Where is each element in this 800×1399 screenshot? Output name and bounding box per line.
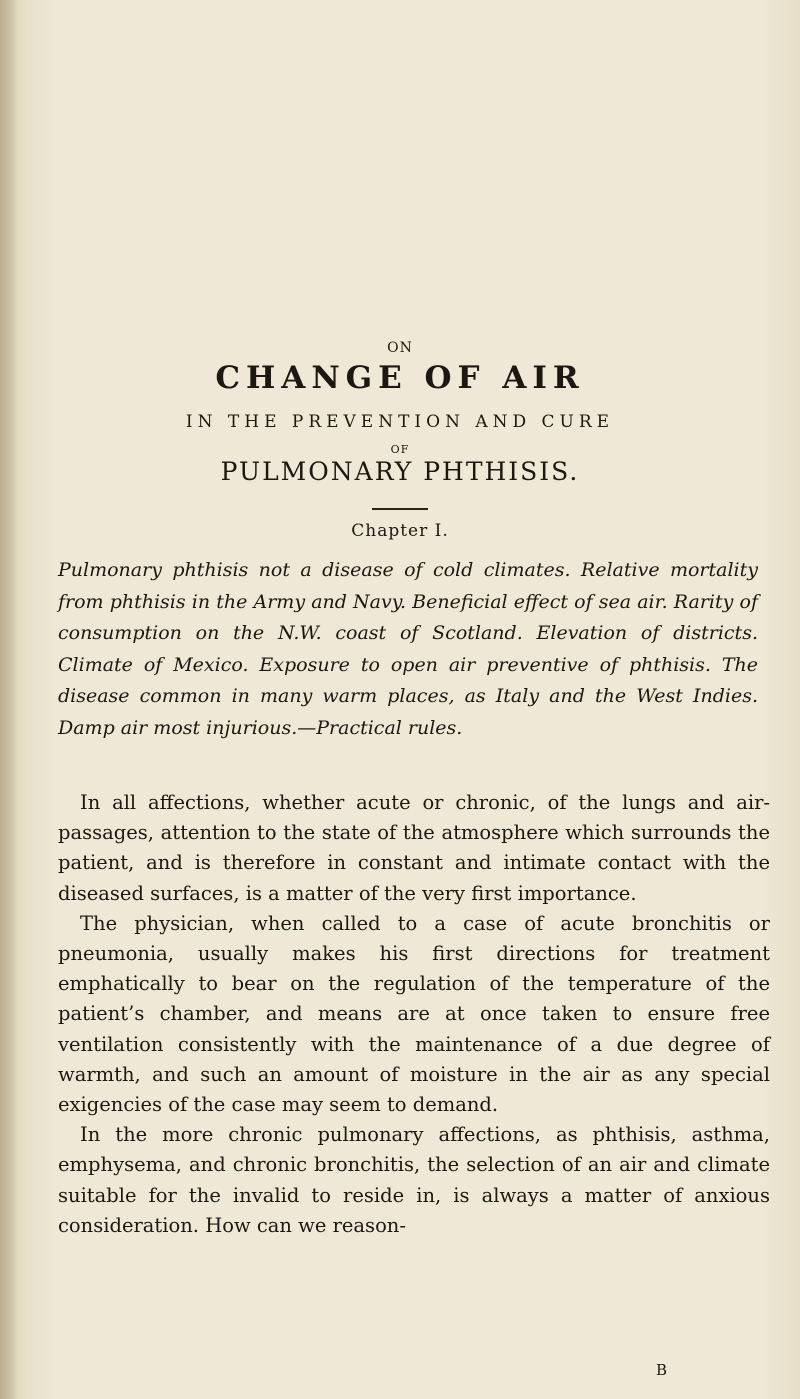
title-topic: PULMONARY PHTHISIS. [220, 457, 580, 486]
gutter-shadow [0, 0, 18, 1399]
title-main: CHANGE OF AIR [215, 360, 585, 396]
title-subtitle: IN THE PREVENTION AND CURE [185, 412, 615, 432]
signature-mark: B [656, 1361, 668, 1379]
title-rule [372, 508, 428, 510]
title-on: ON [387, 340, 413, 356]
chapter-summary: Pulmonary phthisis not a disease of cold climates. Relative mortality from phthisis in the Army and Navy. Beneficial effect of sea air. Rarity of consumption on the N.W. coast of Scotland. Elevation of districts. Climate of Mexico. Exposure to open air preventive of phthisis. The disease common in many warm places, as Italy and the West Indies. Damp air most injurious.—Practical rules. [58, 559, 758, 739]
body-text [58, 788, 770, 1241]
title-of: OF [390, 443, 410, 456]
chapter-heading: Chapter I. [351, 521, 449, 541]
paragraph: In all affections, whether acute or chronic, of the lungs and air-passages, attention to the state of the atmosphere which surrounds the patient, and is therefore in constant and intimate contact with the diseased surfaces, is a matter of the very first importance. [58, 791, 770, 905]
paragraph: The physician, when called to a case of acute bronchitis or pneumonia, usually makes his first directions for treatment emphatically to bear on the regulation of the temperature of the patient’s chamber, and means are at once taken to ensure free ventilation consistently with the maintenance of a due degree of warmth, and such an amount of moisture in the air as any special exigencies of the case may seem to demand. [58, 911, 770, 1117]
paragraph: In the more chronic pulmonary affections, as phthisis, asthma, emphysema, and chronic bronchitis, the selection of an air and climate suitable for the invalid to reside in, is always a matter of anxious consideration. How can we reason- [58, 1123, 770, 1237]
